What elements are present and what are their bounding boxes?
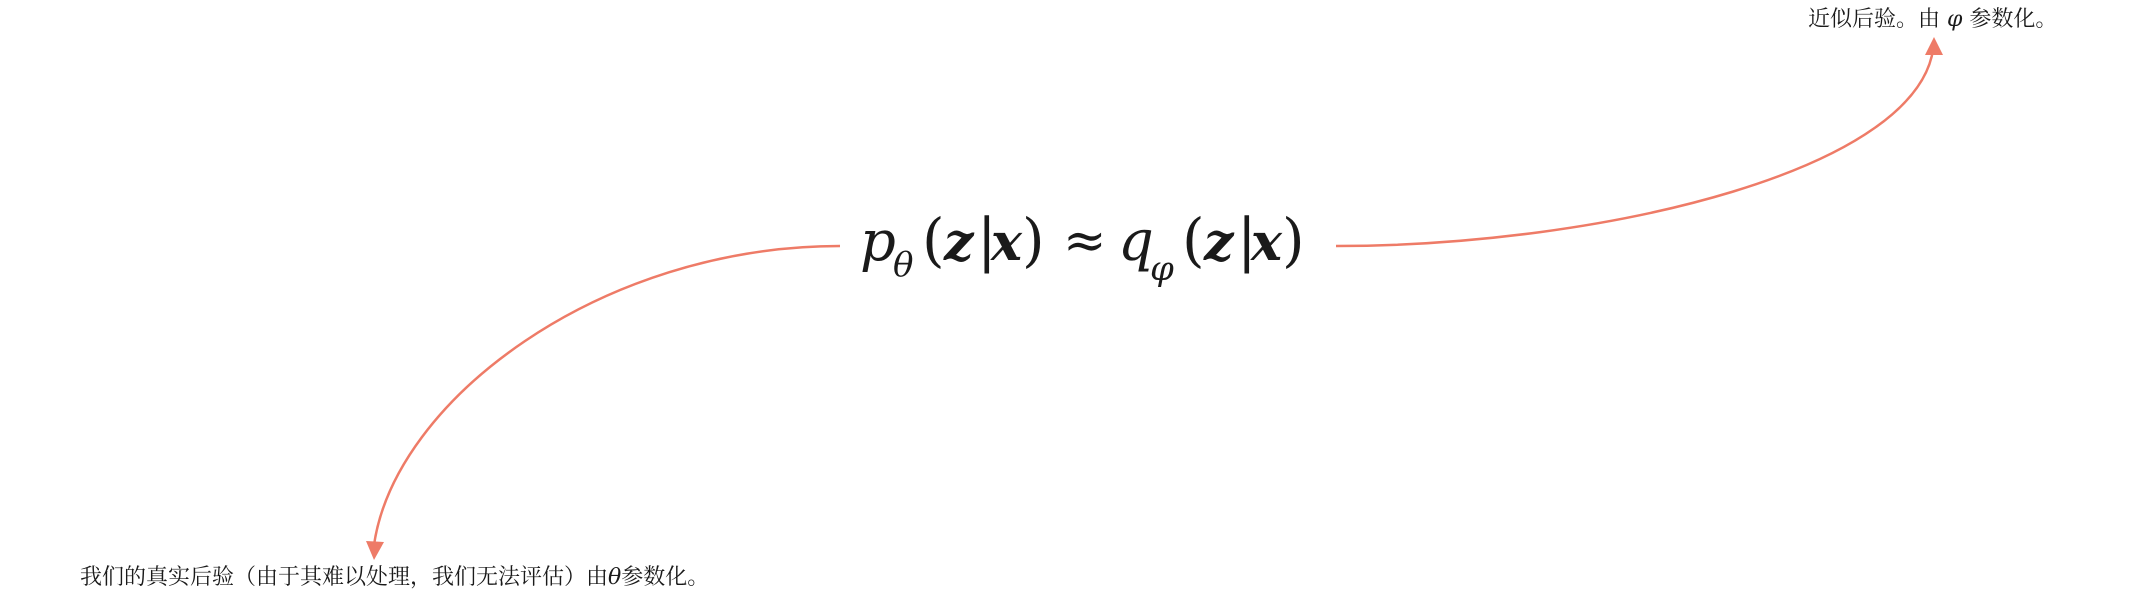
formula-approx-sign: ≈ — [1063, 211, 1107, 271]
arrow-to-approx-posterior — [1336, 40, 1934, 246]
formula-phi-subscript: φ — [1150, 249, 1174, 289]
formula-close-paren-2: ) — [1282, 206, 1305, 274]
formula-x-1: x — [991, 212, 1023, 273]
formula-bar-2: | — [1237, 206, 1257, 274]
formula-open-paren-1: ( — [922, 206, 945, 274]
formula-z-2: z — [1204, 212, 1234, 273]
approx-posterior-text-after: 参数化。 — [1969, 7, 2058, 32]
formula-theta-subscript: θ — [893, 245, 914, 285]
approx-posterior-text-before: 近似后验。由 — [1808, 7, 1941, 32]
true-posterior-label — [80, 563, 709, 593]
arrowhead-approx-posterior — [1925, 37, 1943, 55]
formula-z-1: z — [944, 212, 974, 273]
formula-p: p — [860, 209, 896, 274]
formula-close-paren-1: ) — [1022, 206, 1045, 274]
approx-posterior-phi-symbol: φ — [1947, 7, 1963, 32]
true-posterior-theta-symbol: θ — [608, 565, 622, 590]
true-posterior-text-after: 参数化。 — [621, 565, 710, 590]
true-posterior-text-before: 我们的真实后验（由于其难以处理，我们无法评估）由 — [80, 565, 609, 590]
approx-posterior-label — [1808, 5, 2057, 35]
arrow-to-true-posterior — [374, 246, 840, 545]
formula-open-paren-2: ( — [1182, 206, 1205, 274]
formula — [860, 206, 1305, 289]
formula-q: q — [1118, 209, 1154, 274]
formula-x-2: x — [1251, 212, 1283, 273]
formula-bar-1: | — [977, 206, 997, 274]
arrowhead-true-posterior — [366, 541, 384, 560]
